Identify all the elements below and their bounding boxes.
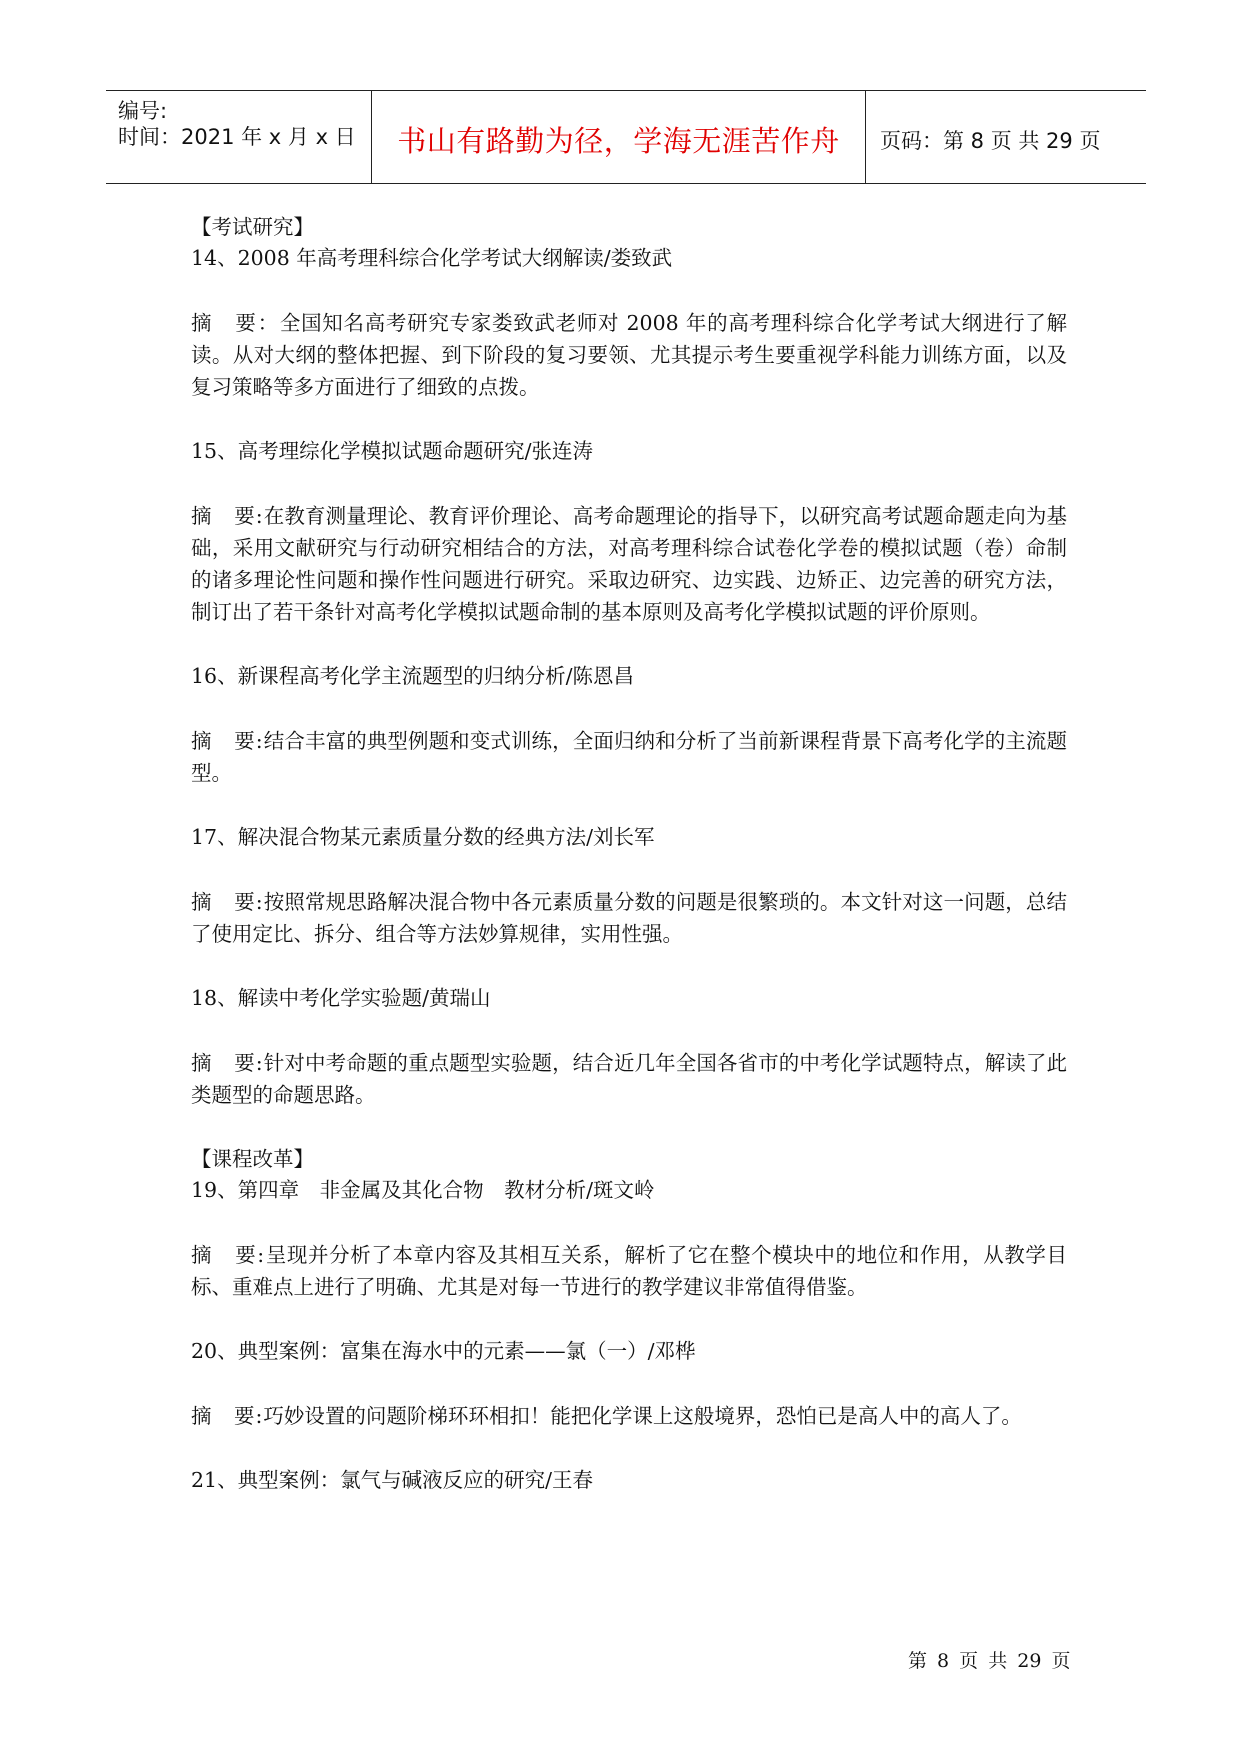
article-title: 18、解读中考化学实验题/黄瑞山	[191, 986, 491, 1010]
spacer	[191, 692, 1067, 725]
abstract-text: 巧妙设置的问题阶梯环环相扣！能把化学课上这般境界，恐怕已是高人中的高人了。	[263, 1404, 1022, 1428]
spacer	[191, 628, 1067, 661]
header-page-label: 页码：第 8 页 共 29 页	[880, 129, 1101, 153]
spacer	[191, 853, 1067, 886]
motto: 书山有路勤为径，学海无涯苦作舟	[397, 124, 840, 158]
header-right-cell	[866, 91, 1146, 183]
abstract-paragraph	[191, 500, 1067, 628]
spacer	[191, 1303, 1067, 1336]
spacer	[191, 1111, 1067, 1144]
article-title: 15、高考理综化学模拟试题命题研究/张连涛	[191, 439, 593, 463]
abstract-text: 结合丰富的典型例题和变式训练，全面归纳和分析了当前新课程背景下高考化学的主流题型。	[191, 729, 1067, 785]
abstract-label: 摘 要:	[191, 504, 264, 528]
abstract-text: 全国知名高考研究专家娄致武老师对 2008 年的高考理科综合化学考试大纲进行了解读。从对大纲的整体把握、到下阶段的复习要领、尤其提示考生要重视学科能力训练方面，以及复习策略等多方面进行了细致的点拨。	[191, 311, 1068, 399]
spacer	[191, 950, 1067, 983]
abstract-text: 呈现并分析了本章内容及其相互关系，解析了它在整个模块中的地位和作用，从教学目标、重难点上进行了明确、尤其是对每一节进行的教学建议非常值得借鉴。	[191, 1243, 1067, 1299]
article-title: 17、解决混合物某元素质量分数的经典方法/刘长军	[191, 825, 655, 849]
abstract-paragraph	[191, 307, 1067, 403]
abstract-paragraph	[191, 1239, 1067, 1303]
spacer	[191, 403, 1067, 436]
spacer	[191, 789, 1067, 822]
abstract-label: 摘 要:	[191, 890, 264, 914]
abstract-paragraph	[191, 886, 1067, 950]
abstract-label: 摘 要：	[191, 311, 280, 335]
abstract-label: 摘 要:	[191, 1243, 266, 1267]
header-motto-cell	[371, 91, 866, 183]
article-title: 20、典型案例：富集在海水中的元素——氯（一）/邓桦	[191, 1339, 696, 1363]
spacer	[191, 1014, 1067, 1047]
time-label: 时间：2021 年 x 月 x 日	[118, 125, 356, 149]
section-heading: 【考试研究】	[191, 215, 314, 239]
document-body	[191, 212, 1067, 1496]
abstract-label: 摘 要:	[191, 729, 264, 753]
spacer	[191, 467, 1067, 500]
abstract-text: 在教育测量理论、教育评价理论、高考命题理论的指导下，以研究高考试题命题走向为基础，采用文献研究与行动研究相结合的方法，对高考理科综合试卷化学卷的模拟试题（卷）命制的诸多理论性问题和操作性问题进行研究。采取边研究、边实践、边矫正、边完善的研究方法，制订出了若干条针对高考化学模拟试题命制的基本原则及高考化学模拟试题的评价原则。	[191, 504, 1067, 624]
abstract-label: 摘 要:	[191, 1404, 264, 1428]
abstract-paragraph	[191, 1400, 1067, 1432]
section-heading: 【课程改革】	[191, 1147, 314, 1171]
article-title: 14、2008 年高考理科综合化学考试大纲解读/娄致武	[191, 246, 673, 270]
abstract-paragraph	[191, 725, 1067, 789]
abstract-paragraph	[191, 1047, 1067, 1111]
abstract-text: 按照常规思路解决混合物中各元素质量分数的问题是很繁琐的。本文针对这一问题，总结了使用定比、拆分、组合等方法妙算规律，实用性强。	[191, 890, 1067, 946]
abstract-label: 摘 要:	[191, 1051, 264, 1075]
serial-label: 编号:	[118, 99, 168, 123]
spacer	[191, 274, 1067, 307]
abstract-text: 针对中考命题的重点题型实验题，结合近几年全国各省市的中考化学试题特点，解读了此类题型的命题思路。	[191, 1051, 1067, 1107]
page-footer: 第 8 页 共 29 页	[908, 1650, 1071, 1672]
header-left-cell	[106, 91, 371, 183]
spacer	[191, 1432, 1067, 1465]
page-header	[106, 90, 1146, 184]
article-title: 21、典型案例：氯气与碱液反应的研究/王春	[191, 1468, 593, 1492]
article-title: 16、新课程高考化学主流题型的归纳分析/陈恩昌	[191, 664, 634, 688]
spacer	[191, 1206, 1067, 1239]
spacer	[191, 1367, 1067, 1400]
article-title: 19、第四章 非金属及其化合物 教材分析/斑文岭	[191, 1178, 655, 1202]
